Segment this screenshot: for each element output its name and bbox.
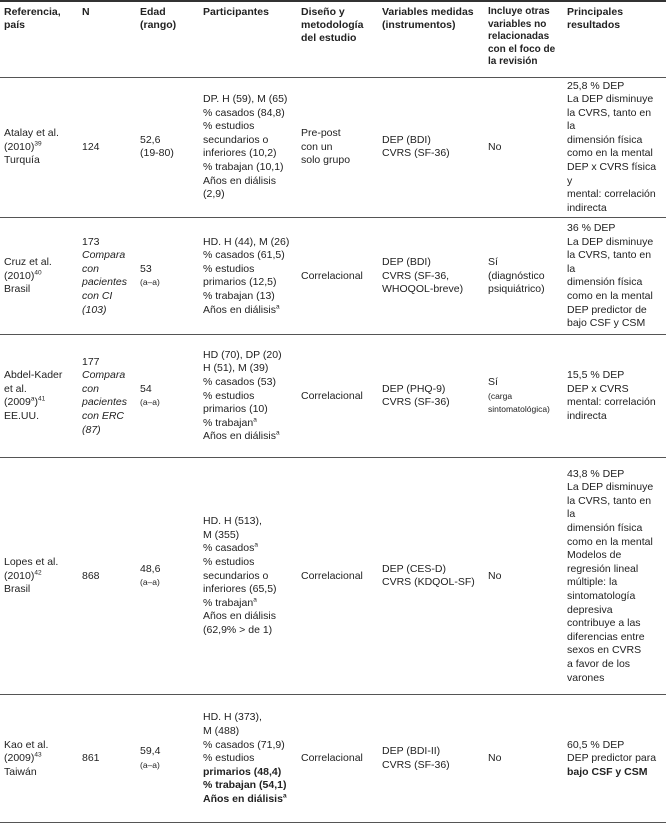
cell-resultados: 25,8 % DEP La DEP disminuye la CVRS, tanto en la dimensión física como en la mental DEP x CVRS física y mental: correlación indirecta (563, 77, 666, 218)
cell-variables: DEP (PHQ-9) CVRS (SF-36) (378, 335, 484, 458)
cell-resultados: 60,5 % DEP DEP predictor para bajo CSF y CSM (563, 695, 666, 823)
table-row (0, 218, 666, 335)
table-row (0, 458, 666, 695)
cell-n: 124 (78, 77, 136, 218)
cell-resultados: 36 % DEP La DEP disminuye la CVRS, tanto en la dimensión física como en la mental DEP predictor de bajo CSF y CSM (563, 218, 666, 335)
col-header-diseno: Diseño y metodología del estudio (297, 1, 378, 77)
cell-n: 177 Compara con pacientes con ERC (87) (78, 335, 136, 458)
cell-otras: No (484, 458, 563, 695)
cell-referencia: Abdel-Kader et al. $(2009^a)^{41}$ EE.UU. (0, 335, 78, 458)
cell-n: 868 (78, 458, 136, 695)
cell-referencia: Lopes et al. $(2010)^{42}$ Brasil (0, 458, 78, 695)
cell-resultados: 15,5 % DEP DEP x CVRS mental: correlación indirecta (563, 335, 666, 458)
col-header-edad: Edad (rango) (136, 1, 199, 77)
cell-edad: 52,6 (19-80) (136, 77, 199, 218)
cell-variables: DEP (CES-D) CVRS (KDQOL-SF) (378, 458, 484, 695)
cell-variables: DEP (BDI) CVRS (SF-36) (378, 77, 484, 218)
col-header-otras: Incluye otras variables no relacionadas con el foco de la revisión (484, 1, 563, 77)
cell-participantes: HD (70), DP (20) H (51), M (39) % casados (53) % estudios primarios (10) % trabajan$^a$ Años en diálisis$^a$ (199, 335, 297, 458)
col-header-n: N (78, 1, 136, 77)
table-row (0, 335, 666, 458)
cell-n: 861 (78, 695, 136, 823)
cell-otras: No (484, 695, 563, 823)
cell-variables: DEP (BDI) CVRS (SF-36, WHOQOL-breve) (378, 218, 484, 335)
cell-diseno: Correlacional (297, 218, 378, 335)
cell-edad: 53 (a–a) (136, 218, 199, 335)
cell-edad: 54 (a–a) (136, 335, 199, 458)
cell-participantes: HD. H (513), M (355) % casados$^a$ % estudios secundarios o inferiores (65,5) % trabajan$^a$ Años en diálisis (62,9% > de 1) (199, 458, 297, 695)
table-row (0, 695, 666, 823)
cell-participantes: DP. H (59), M (65) % casados (84,8) % estudios secundarios o inferiores (10,2) % trabajan (10,1) Años en diálisis (2,9) (199, 77, 297, 218)
cell-participantes: HD. H (373), M (488) % casados (71,9) % estudios primarios (48,4) % trabajan (54,1) Años en diálisis$^a$ (199, 695, 297, 823)
cell-diseno: Correlacional (297, 458, 378, 695)
cell-diseno: Pre-post con un solo grupo (297, 77, 378, 218)
cell-referencia: Atalay et al. $(2010)^{39}$ Turquía (0, 77, 78, 218)
cell-otras: No (484, 77, 563, 218)
cell-variables: DEP (BDI-II) CVRS (SF-36) (378, 695, 484, 823)
cell-n: 173 Compara con pacientes con CI (103) (78, 218, 136, 335)
col-header-variables: Variables medidas (instrumentos) (378, 1, 484, 77)
cell-diseno: Correlacional (297, 695, 378, 823)
cell-participantes: HD. H (44), M (26) % casados (61,5) % estudios primarios (12,5) % trabajan (13) Años en diálisis$^a$ (199, 218, 297, 335)
cell-edad: 48,6 (a–a) (136, 458, 199, 695)
table-row (0, 77, 666, 218)
col-header-referencia: Referencia, país (0, 1, 78, 77)
cell-otras: Sí (diagnóstico psiquiátrico) (484, 218, 563, 335)
col-header-resultados: Principales resultados (563, 1, 666, 77)
col-header-participantes: Participantes (199, 1, 297, 77)
cell-resultados: 43,8 % DEP La DEP disminuye la CVRS, tanto en la dimensión física como en la mental Modelos de regresión lineal múltiple: la sintomatología depresiva contribuye a las diferencias entre sexos en CVRS a favor de los varones (563, 458, 666, 695)
cell-diseno: Correlacional (297, 335, 378, 458)
header-row (0, 1, 666, 77)
cell-edad: 59,4 (a–a) (136, 695, 199, 823)
cell-referencia: Kao et al. $(2009)^{43}$ Taiwán (0, 695, 78, 823)
cell-referencia: Cruz et al. $(2010)^{40}$ Brasil (0, 218, 78, 335)
cell-otras: Sí (carga sintomatológica) (484, 335, 563, 458)
